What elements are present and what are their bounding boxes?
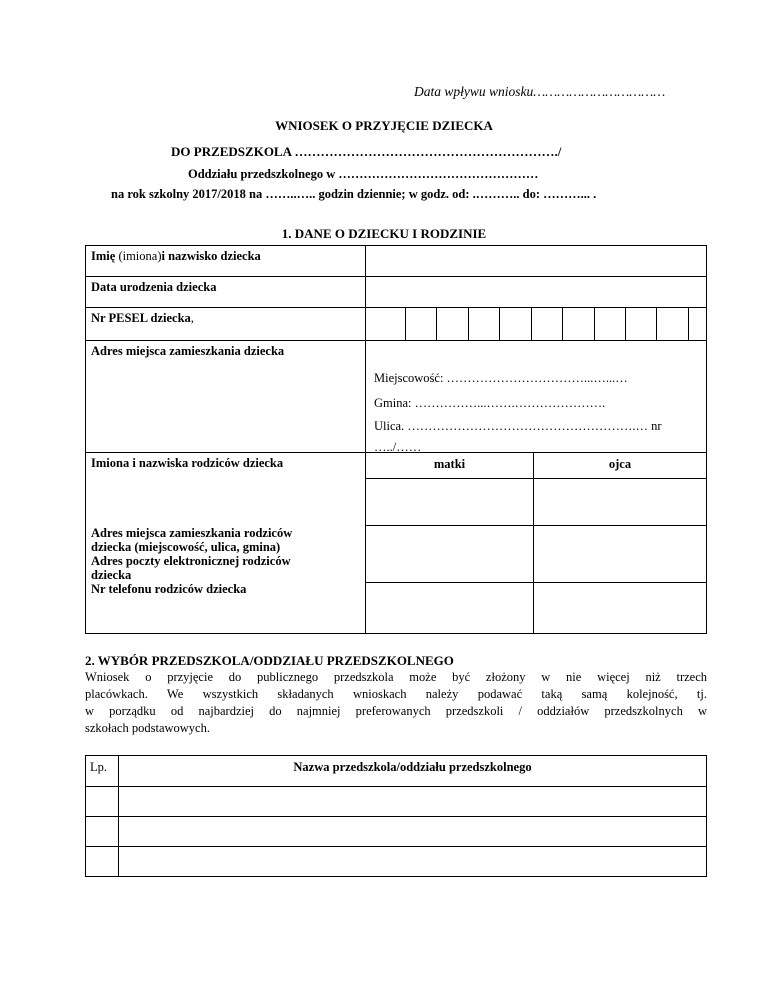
table-line [706, 755, 707, 877]
child-address-label: Adres miejsca zamieszkania dziecka [91, 344, 285, 358]
preschool-choice-2-input[interactable] [119, 817, 706, 846]
section2-paragraph [85, 669, 707, 737]
parents-names-label: Imiona i nazwiska rodziców dziecka [91, 456, 284, 470]
mother-phone-input[interactable] [366, 583, 533, 633]
school-year-text: na rok szkolny 2017/2018 na ……..….. godzin dziennie; w godz. od: .……….. do: ………... . [111, 187, 597, 201]
preschool-choice-1-input[interactable] [119, 787, 706, 816]
child-name-label-part: Imię [91, 249, 116, 263]
parents-email-label-line: dziecka [91, 568, 132, 582]
preschool-unit-line: Oddziału przedszkolnego w ………………………………………… [188, 167, 539, 181]
pesel-input[interactable] [406, 308, 706, 340]
pesel-label [91, 311, 194, 325]
paragraph-line: w porządku od najbardziej do najmniej preferowanych przedszkoli / oddziałów przedszkolnych w [85, 704, 707, 718]
preschool-line: DO PRZEDSZKOLA ……………………………………………………./ [171, 144, 562, 159]
parents-address-label [91, 526, 292, 596]
preschool-choice-3-input[interactable] [119, 847, 706, 876]
address-nr-field[interactable]: …../…… [374, 440, 422, 454]
birth-date-input[interactable] [366, 277, 706, 307]
section2-heading: 2. WYBÓR PRZEDSZKOLA/ODDZIAŁU PRZEDSZKOLNEGO [85, 653, 454, 668]
parents-address-label-line: Adres miejsca zamieszkania rodziców [91, 526, 293, 540]
table-line [85, 245, 86, 634]
child-name-label [91, 249, 261, 263]
pesel-label-part: Nr PESEL dziecka [91, 311, 191, 325]
parents-phone-label: Nr telefonu rodziców dziecka [91, 582, 247, 596]
address-street-field[interactable]: Ulica. ……………………………………………….… nr [374, 419, 662, 433]
paragraph-line: szkołach podstawowych. [85, 721, 210, 735]
table-line [85, 633, 707, 634]
paragraph-line: Wniosek o przyjęcie do publicznego przedszkola może być złożony w nie więcej niż trzech [85, 670, 707, 684]
table-line [85, 876, 707, 877]
lp-column-header: Lp. [90, 760, 108, 774]
school-year-line [111, 187, 596, 202]
father-column-header: ojca [608, 457, 632, 471]
table-line [706, 245, 707, 634]
table-line [85, 755, 86, 877]
preschool-name-column-header: Nazwa przedszkola/oddziału przedszkolnego [293, 760, 532, 774]
pesel-label-part: , [190, 311, 194, 325]
child-name-label-part: i nazwisko dziecka [161, 249, 261, 263]
address-city-field[interactable]: Miejscowość: ……………………………...…...… [374, 371, 628, 385]
table-line [85, 340, 707, 341]
mother-name-input[interactable] [366, 479, 533, 525]
section1-heading: 1. DANE O DZIECKU I RODZINIE [281, 226, 487, 241]
father-address-input[interactable] [534, 526, 706, 582]
child-name-label-part: (imiona) [115, 249, 162, 263]
mother-column-header: matki [433, 457, 466, 471]
address-gmina-field[interactable]: Gmina: ……………...…….…………………. [374, 396, 606, 410]
date-received-field[interactable]: Data wpływu wniosku…………………………… [414, 84, 666, 99]
father-name-input[interactable] [534, 479, 706, 525]
paragraph-line: placówkach. We wszystkich składanych wnioskach należy podawać taką samą kolejność, tj. [85, 687, 707, 701]
child-name-input[interactable] [366, 246, 706, 276]
parents-address-label-line: dziecka (miejscowość, ulica, gmina) [91, 540, 281, 554]
birth-date-label: Data urodzenia dziecka [91, 280, 217, 294]
mother-address-input[interactable] [366, 526, 533, 582]
father-phone-input[interactable] [534, 583, 706, 633]
parents-email-label-line: Adres poczty elektronicznej rodziców [91, 554, 291, 568]
table-line [85, 755, 707, 756]
form-title: WNIOSEK O PRZYJĘCIE DZIECKA [275, 118, 493, 133]
